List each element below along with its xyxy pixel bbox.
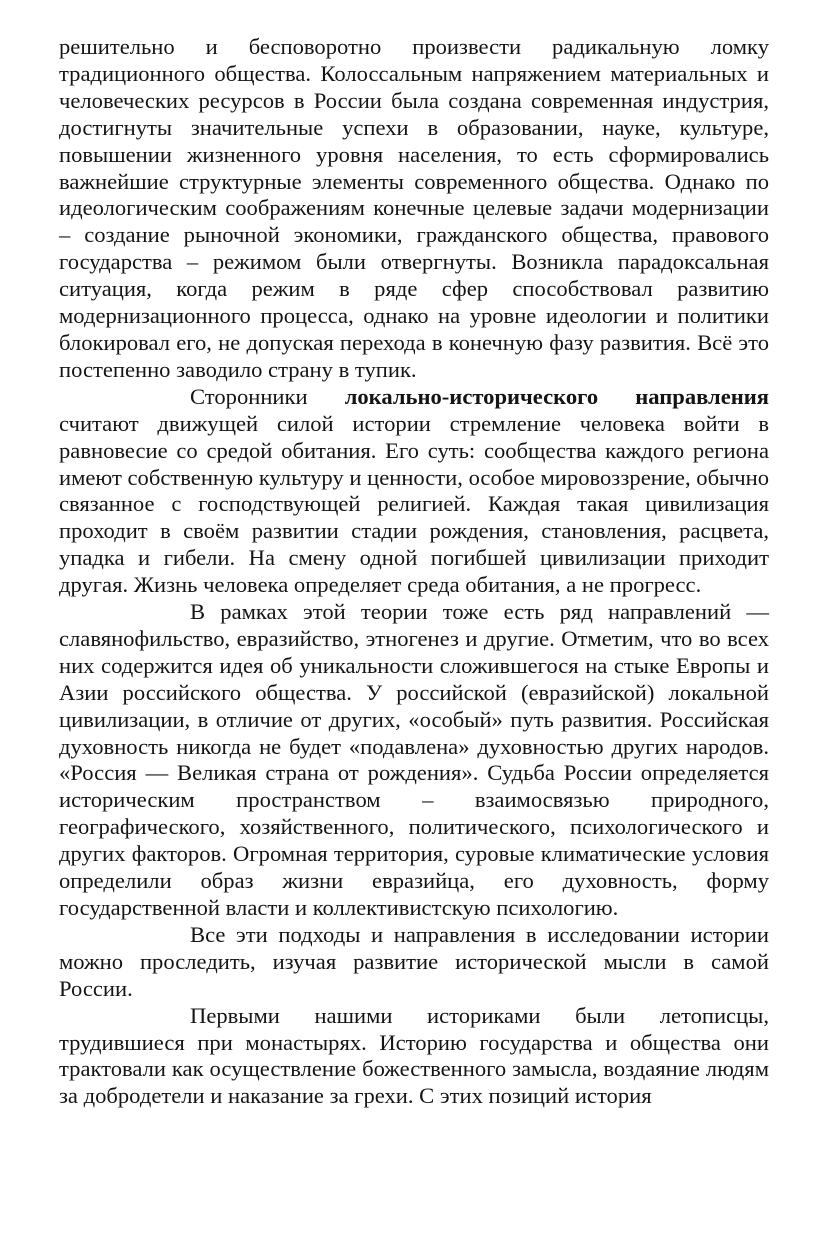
paragraph-chroniclers: Первыми нашими историками были летописцы, трудившиеся при монастырях. Историю государства и общества они трактовали как осуществление божественного замысла, воздаяние людям за добродетели и наказание за грехи. С этих позиций история <box>59 1002 769 1109</box>
paragraph-modernization: решительно и бесповоротно произвести радикальную ломку традиционного общества. Колоссальным напряжением материальных и человеческих ресурсов в России была создана современная индустрия, достигнуты значительные успехи в образовании, науке, культуре, повышении жизненного уровня населения, то есть сформировались важнейшие структурные элементы современного общества. Однако по идеологическим соображениям конечные целевые задачи модернизации – создание рыночной экономики, гражданского общества, правового государства – режимом были отвергнуты. Возникла парадоксальная ситуация, когда режим в ряде сфер способствовал развитию модернизационного процесса, однако на уровне идеологии и политики блокировал его, не допуская перехода в конечную фазу развития. Всё это постепенно заводило страну в тупик. <box>59 34 769 382</box>
paragraph-approaches: Все эти подходы и направления в исследовании истории можно проследить, изучая развитие исторической мысли в самой России. <box>59 921 769 1001</box>
paragraph-local-historical <box>59 384 769 599</box>
paragraph-intro-text: Сторонники <box>190 383 345 409</box>
paragraph-theory-directions: В рамках этой теории тоже есть ряд направлений — славянофильство, евразийство, этногенез и другие. Отметим, что во всех них содержится идея об уникальности сложившегося на стыке Европы и Азии российского общества. У российской (евразийской) локальной цивилизации, в отличие от других, «особый» путь развития. Российская духовность никогда не будет «подавлена» духовностью других народов. «Россия — Великая страна от рождения». Судьба России определяется историческим пространством – взаимосвязью природного, географического, хозяйственного, политического, психологического и других факторов. Огромная территория, суровые климатические условия определили образ жизни евразийца, его духовность, форму государственной власти и коллективистскую психологию. <box>59 599 769 920</box>
paragraph-body-text: считают движущей силой истории стремление человека войти в равновесие со средой обитания. Его суть: сообщества каждого региона имеют собственную культуру и ценности, особое мировоззрение, обычно связанное с господствующей религией. Каждая такая цивилизация проходит в своём развитии стадии рождения, становления, расцвета, упадка и гибели. На смену одной погибшей цивилизации приходит другая. Жизнь человека определяет среда обитания, а не прогресс. <box>59 410 769 598</box>
bold-term-local-historical: локально-исторического направления <box>344 383 769 409</box>
